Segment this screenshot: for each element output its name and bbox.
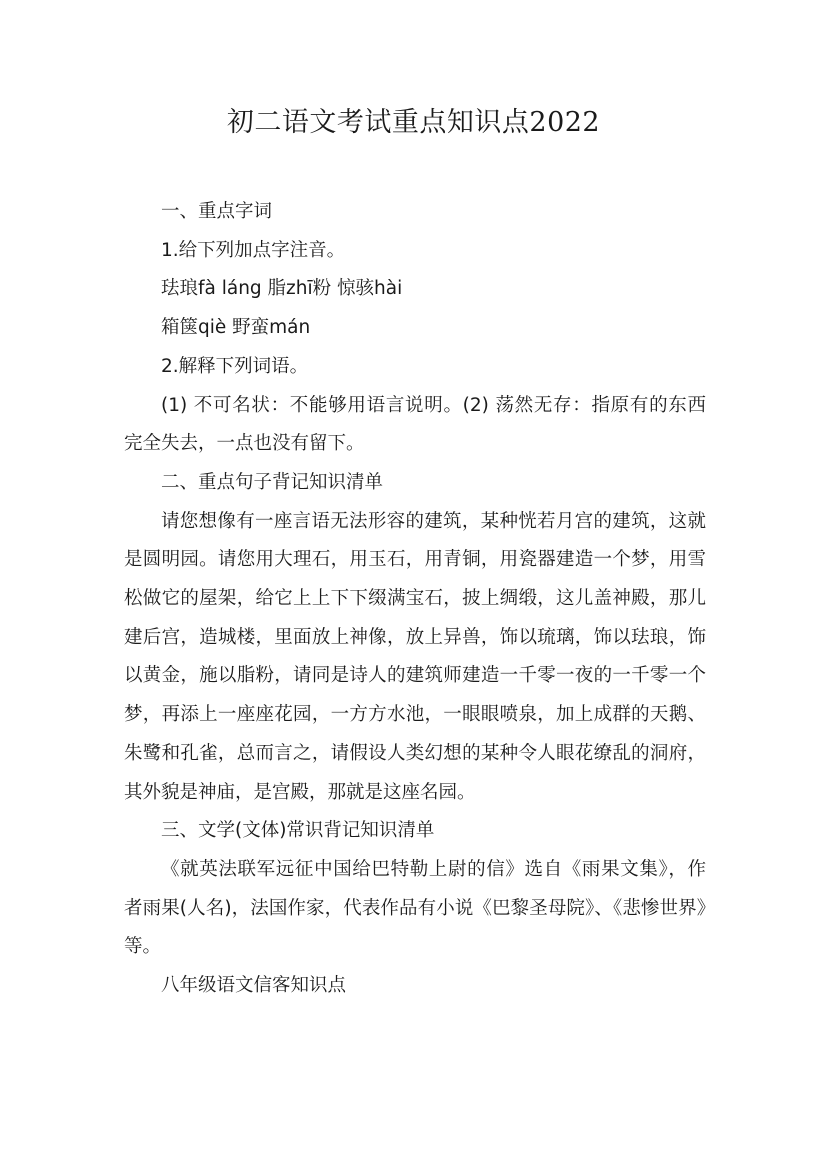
pinyin-line-2: 箱箧qiè 野蛮mán <box>161 317 311 339</box>
excerpt-paragraph: 请您想像有一座言语无法形容的建筑，某种恍若月宫的建筑，这就是圆明园。请您用大理石，用玉石，用青铜，用瓷器建造一个梦，用雪松做它的屋架，给它上上下下缀满宝石，披上绸缎，这儿盖神殿，那儿建后宫，造城楼，里面放上神像，放上异兽，饰以琉璃，饰以珐琅，饰以黄金，施以脂粉，请同是诗人的建筑师建造一千零一夜的一千零一个梦，再添上一座座花园，一方方水池，一眼眼喷泉，加上成群的天鹅、朱鹭和孔雀，总而言之，请假设人类幻想的某种令人眼花缭乱的洞府，其外貌是神庙，是宫殿，那就是这座名园。 <box>124 510 706 803</box>
section-heading-3: 三、文学(文体)常识背记知识清单 <box>161 820 435 842</box>
question-1: 1.给下列加点字注音。 <box>161 239 346 261</box>
document-body <box>124 193 706 1006</box>
literature-paragraph: 《就英法联军远征中国给巴特勒上尉的信》选自《雨果文集》，作者雨果(人名)，法国作家，代表作品有小说《巴黎圣母院》、《悲惨世界》等。 <box>124 858 706 958</box>
definitions-paragraph: (1) 不可名状：不能够用语言说明。(2) 荡然无存：指原有的东西完全失去，一点也没有留下。 <box>124 394 706 455</box>
section-heading-2: 二、重点句子背记知识清单 <box>161 471 384 493</box>
section-heading-4: 八年级语文信客知识点 <box>161 975 347 997</box>
document-title: 初二语文考试重点知识点2022 <box>226 107 601 138</box>
question-2: 2.解释下列词语。 <box>161 355 309 377</box>
pinyin-line-1: 珐琅fà láng 脂zhī粉 惊骇hài <box>161 278 403 300</box>
section-heading-1: 一、重点字词 <box>161 201 273 222</box>
